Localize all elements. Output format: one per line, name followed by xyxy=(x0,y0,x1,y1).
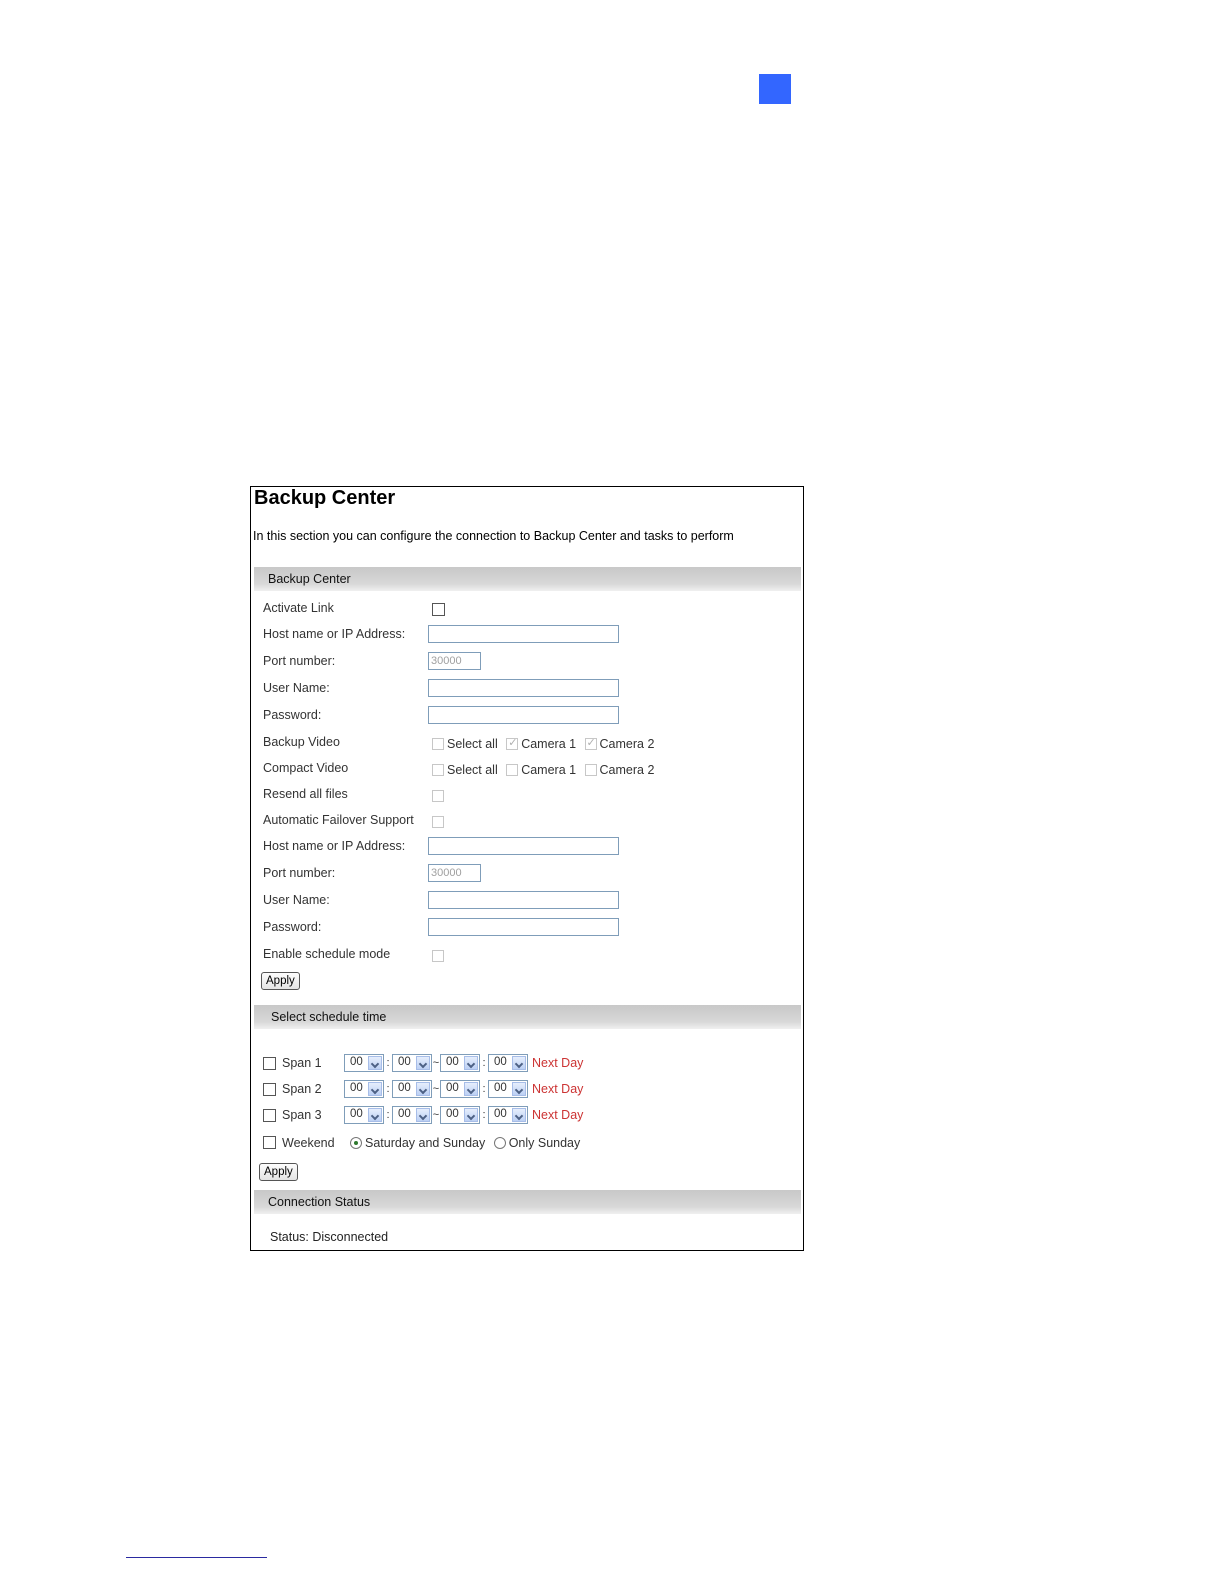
weekend-label: Weekend xyxy=(282,1135,335,1150)
span1-start-hour-select[interactable]: 00 xyxy=(344,1054,384,1072)
compact-video-camera1-checkbox[interactable] xyxy=(506,764,518,776)
port-label: Port number: xyxy=(263,654,336,668)
port-input[interactable]: 30000 xyxy=(428,652,481,670)
weekend-checkbox[interactable] xyxy=(263,1136,276,1149)
chevron-down-icon xyxy=(464,1056,478,1070)
span1-label: Span 1 xyxy=(282,1056,322,1070)
span2-next-day: Next Day xyxy=(532,1082,584,1096)
span-row-3: Span 3 00 : 00 ~ 00 : 00 Next Day xyxy=(263,1106,583,1126)
chevron-down-icon xyxy=(416,1082,430,1096)
compact-video-select-all-checkbox[interactable] xyxy=(432,764,444,776)
resend-label: Resend all files xyxy=(263,787,348,801)
schedule-apply-button[interactable]: Apply xyxy=(259,1163,298,1181)
span3-start-hour-select[interactable]: 00 xyxy=(344,1106,384,1124)
port2-label: Port number: xyxy=(263,866,336,880)
password2-label: Password: xyxy=(263,920,322,934)
backup-video-camera2-checkbox[interactable] xyxy=(585,738,597,750)
span2-start-hour-select[interactable]: 00 xyxy=(344,1080,384,1098)
span3-end-minute-select[interactable]: 00 xyxy=(488,1106,528,1124)
schedule-mode-checkbox[interactable] xyxy=(432,950,444,962)
failover-checkbox[interactable] xyxy=(432,816,444,828)
only-sunday-radio[interactable] xyxy=(494,1137,506,1149)
chevron-down-icon xyxy=(416,1108,430,1122)
backup-video-select-all-label: Select all xyxy=(447,736,498,751)
failover-host-input[interactable] xyxy=(428,837,619,855)
chevron-down-icon xyxy=(416,1056,430,1070)
chevron-down-icon xyxy=(464,1082,478,1096)
failover-password-input[interactable] xyxy=(428,918,619,936)
chevron-down-icon xyxy=(512,1056,526,1070)
backup-video-camera2-label: Camera 2 xyxy=(599,736,655,751)
span3-end-hour-select[interactable]: 00 xyxy=(440,1106,480,1124)
activate-link-label: Activate Link xyxy=(263,601,334,615)
chevron-down-icon xyxy=(512,1082,526,1096)
span-row-2: Span 2 00 : 00 ~ 00 : 00 Next Day xyxy=(263,1080,583,1100)
span1-end-hour-select[interactable]: 00 xyxy=(440,1054,480,1072)
span2-end-hour-select[interactable]: 00 xyxy=(440,1080,480,1098)
backup-video-label: Backup Video xyxy=(263,735,340,749)
span1-next-day: Next Day xyxy=(532,1056,584,1070)
saturday-sunday-radio[interactable] xyxy=(350,1137,362,1149)
span3-next-day: Next Day xyxy=(532,1108,584,1122)
backup-center-panel xyxy=(250,486,804,1251)
footer-link-underline xyxy=(126,1557,267,1558)
section-header-schedule xyxy=(254,1005,801,1029)
section-header-backup-center xyxy=(254,567,801,591)
compact-video-select-all-label: Select all xyxy=(447,762,498,777)
user-name-input[interactable] xyxy=(428,679,619,697)
user-label: User Name: xyxy=(263,681,330,695)
span2-end-minute-select[interactable]: 00 xyxy=(488,1080,528,1098)
compact-video-camera1-label: Camera 1 xyxy=(521,762,577,777)
chevron-down-icon xyxy=(368,1108,382,1122)
host-input[interactable] xyxy=(428,625,619,643)
backup-video-select-all-checkbox[interactable] xyxy=(432,738,444,750)
section-title: Connection Status xyxy=(268,1195,371,1209)
apply-button[interactable]: Apply xyxy=(261,972,300,990)
chapter-tab-marker xyxy=(759,74,791,104)
chevron-down-icon xyxy=(464,1108,478,1122)
span1-end-minute-select[interactable]: 00 xyxy=(488,1054,528,1072)
password-label: Password: xyxy=(263,708,322,722)
span2-label: Span 2 xyxy=(282,1082,322,1096)
weekend-row xyxy=(263,1134,584,1154)
section-header-connection-status xyxy=(254,1190,801,1214)
backup-video-camera1-label: Camera 1 xyxy=(521,736,577,751)
panel-title: Backup Center xyxy=(254,487,396,509)
host-label: Host name or IP Address: xyxy=(263,627,406,641)
backup-video-camera1-checkbox[interactable] xyxy=(506,738,518,750)
chevron-down-icon xyxy=(512,1108,526,1122)
host2-label: Host name or IP Address: xyxy=(263,839,406,853)
span3-label: Span 3 xyxy=(282,1108,322,1122)
span1-start-minute-select[interactable]: 00 xyxy=(392,1054,432,1072)
compact-video-camera2-label: Camera 2 xyxy=(599,762,655,777)
span-row-1: Span 1 00 : 00 ~ 00 : 00 Next Day xyxy=(263,1054,583,1074)
resend-checkbox[interactable] xyxy=(432,790,444,802)
compact-video-camera2-checkbox[interactable] xyxy=(585,764,597,776)
failover-user-name-input[interactable] xyxy=(428,891,619,909)
activate-link-checkbox[interactable] xyxy=(432,603,445,616)
user2-label: User Name: xyxy=(263,893,330,907)
password-input[interactable] xyxy=(428,706,619,724)
schedule-mode-label: Enable schedule mode xyxy=(263,947,391,961)
span2-checkbox[interactable] xyxy=(263,1083,276,1096)
span3-start-minute-select[interactable]: 00 xyxy=(392,1106,432,1124)
failover-label: Automatic Failover Support xyxy=(263,813,414,827)
span1-checkbox[interactable] xyxy=(263,1057,276,1070)
compact-video-label: Compact Video xyxy=(263,761,349,775)
only-sunday-label: Only Sunday xyxy=(508,1135,581,1150)
saturday-sunday-label: Saturday and Sunday xyxy=(365,1135,486,1150)
section-title: Select schedule time xyxy=(271,1010,387,1024)
chevron-down-icon xyxy=(368,1082,382,1096)
span2-start-minute-select[interactable]: 00 xyxy=(392,1080,432,1098)
span3-checkbox[interactable] xyxy=(263,1109,276,1122)
failover-port-input[interactable]: 30000 xyxy=(428,864,481,882)
panel-description: In this section you can configure the connection to Backup Center and tasks to perform xyxy=(253,529,734,543)
chevron-down-icon xyxy=(368,1056,382,1070)
connection-status-text: Status: Disconnected xyxy=(270,1230,389,1244)
section-title: Backup Center xyxy=(268,572,351,586)
